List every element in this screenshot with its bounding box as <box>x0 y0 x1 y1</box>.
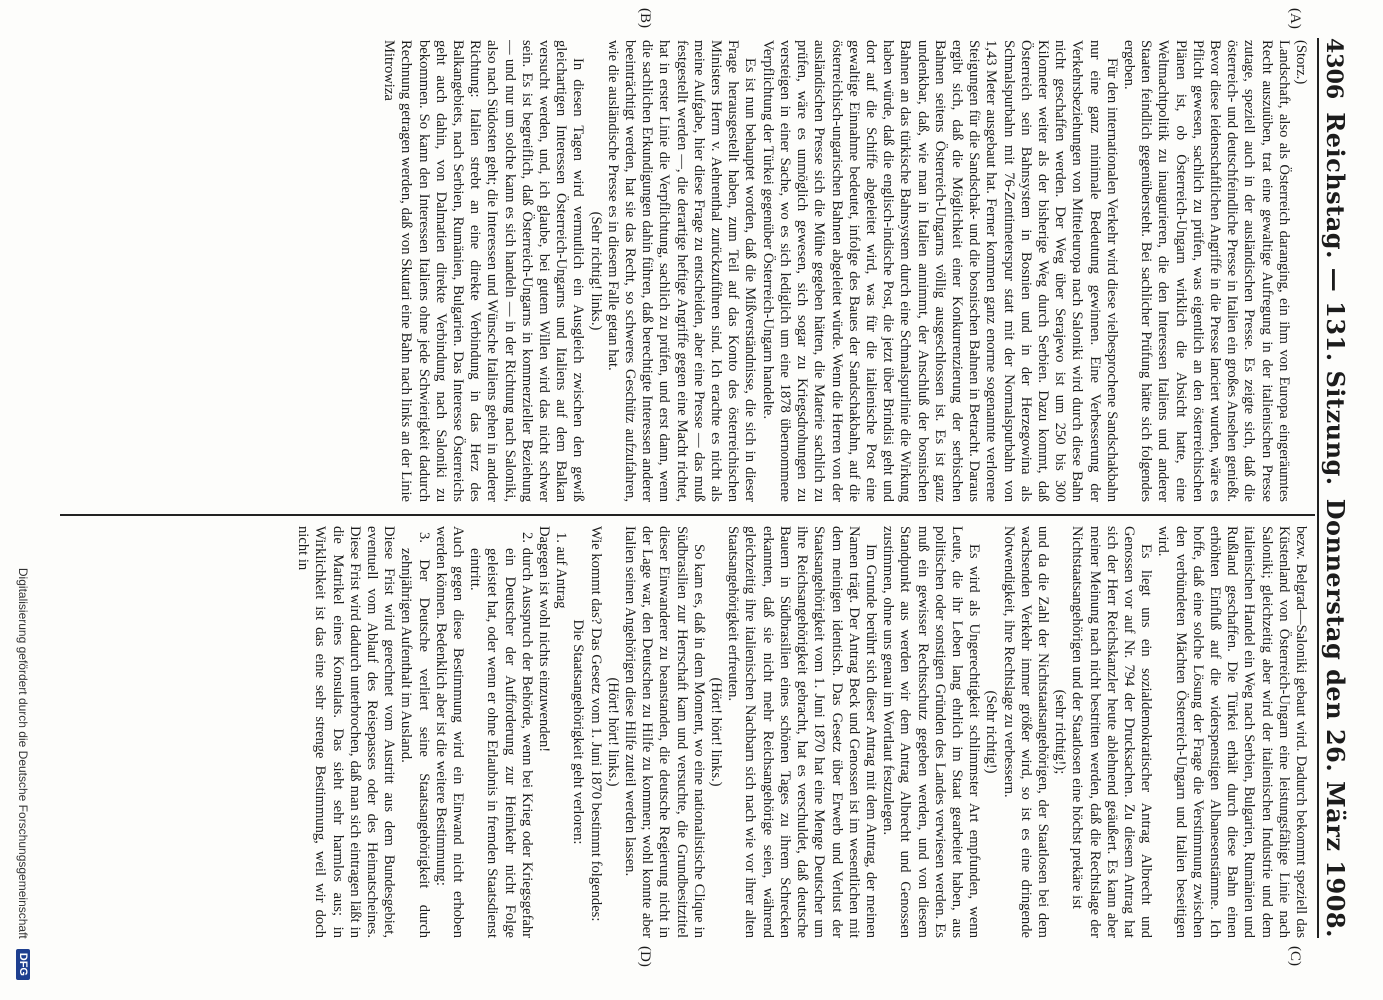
paragraph: Im Grunde berührt sich dieser Antrag mit dem Antrag, der meinen Namen trägt. Der Antrag Beck und Genossen ist im wesentlichen mit dem meinigen identisch. Das Gesetz über Erwerb und Verlust der Staatsangehörigkeit vom 1. Juni 1870 hat eine Menge Deutscher um ihre Reichsangehörigkeit gebracht, hat es verschuldet, daß deutsche Bauern in Südbrasilien eines schönen Tages zu ihrem Schrecken erkannten, daß sie nicht mehr Reichsangehörige seien, während gleichzeitig ihre italienischen Nachbarn sich nach wie vor ihrer alten Staatsangehörigkeit erfreuten. <box>725 526 879 938</box>
margin-marker-a: (A) <box>1287 8 1303 29</box>
speaker-tag: (Storz.) <box>1293 40 1309 85</box>
page-header <box>1321 38 1361 938</box>
paragraph: Es liegt uns ein sozialdemokratischer Antrag Albrecht und Genossen vor auf Nr. 794 der Drucksachen. Zu diesem Antrag hat sich der Herr Reichskanzler heute ablehnend geäußert. Es kann aber meiner Meinung nach nicht bestritten werden, daß die Rechtslage der Nichtstaatsangehörigen und der Staatlosen eine höchst prekäre ist <box>1069 526 1155 938</box>
quote-item: 2. durch Ausspruch der Behörde, wenn bei Krieg oder Kriegsgefahr ein Deutscher der Aufforderung zur Heimkehr nicht Folge geleistet hat, oder wenn er ohne Erlaubnis in fremden Staatsdienst eintritt. <box>467 532 535 938</box>
interjection: (Hört! hört! links.) <box>708 677 725 787</box>
paragraph: Für den internationalen Verkehr wird diese vielbesprochene Sandschakbahn nur eine ganz minimale Bedeutung gewinnen. Eine Verbesserung der Verkehrsbeziehungen von Mitteleuropa nach Saloniki wird durch diese Bahn nicht geschaffen werden. Der Weg über Serajewo ist um 250 bis 300 Kilometer weiter als der bisherige Weg durch Serbien. Dazu kommt, daß Österreich sein Bahnsystem in Bosnien und in der Herzegowina als Schmalspurbahn mit 76-Zentimeterspur statt mit der Normalspurbahn von 1,43 Meter ausgebaut hat. Ferner kommen ganz enorme sogenannte verlorene Steigungen für die Sandschak- und die bosnischen Bahnen in Betracht. Daraus ergibt sich, daß die Möglichkeit einer Konkurrenzierung der serbischen Bahnen seitens Österreich-Ungarns völlig ausgeschlossen ist. Es ist ganz undenkbar, daß, wie man in Italien annimmt, der Anschluß der bosnischen Bahnen an das türkische Bahnsystem durch eine Schmalspurlinie die Wirkung haben würde, daß die englisch-indische Post, die jetzt über Brindisi geht und dort auf die Schiffe abgeleitet wird, was für die italienische Post eine gewaltige Einnahme bedeutet, infolge des Baues der Sandschakbahn, auf die österreichisch-ungarischen Bahnen abgeleitet würde. Wenn die Herren von der ausländischen Presse sich die Mühe gegeben hätten, die Materie sachlich zu prüfen, wäre es unmöglich gewesen, sich sogar zu Kriegsdrohungen zu versteigen in einer Sache, wo es sich lediglich um eine 1878 übernommene Verpflichtung der Türkei gegenüber Österreich-Ungarn handelte. <box>759 40 1120 502</box>
quote-item: 3. Der Deutsche verliert seine Staatsangehörigkeit durch zehnjährigen Aufenthalt im Ausland. <box>398 532 432 938</box>
margin-marker-c: (C) <box>1287 946 1303 966</box>
quote-item: 1. auf Antrag <box>553 532 570 609</box>
paragraph: Es ist nun behauptet worden, daß die Mißverständnisse, die sich in dieser Frage herausgestellt haben, zum Teil auf das Konto des österreichischen Ministers Herrn v. Aehrenthal zurückzuführen sind. Ich erachte es nicht als meine Aufgabe, hier diese Frage zu entscheiden, aber eine Presse — das muß festgestellt werden —, die derartige heftige Angriffe gegen eine Macht richtet, hat in erster Linie die Verpflichtung, sachlich zu prüfen, und erst dann, wenn die sachlichen Erkundigungen dahin führen, daß berechtigte Interessen anderer beeinträchtigt werden, hat sie das Recht, so schweres Geschütz aufzufahren, wie die ausländische Presse es in diesem Falle getan hat. <box>604 40 759 502</box>
digitization-footer <box>16 40 30 980</box>
paragraph: Diese Frist wird gerechnet vom Austritt aus dem Bundesgebiet, eventuell vom Ablauf des Reisepasses oder des Heimatscheines. Diese Frist wird dadurch unterbrochen, daß man sich eintragen läßt in die Matrikel eines Konsulats. Das sieht sehr harmlos aus; in Wirklichkeit ist das eine sehr strenge Bestimmung, weil wir doch nicht in <box>295 526 398 938</box>
page-number: 4306 <box>1321 38 1347 100</box>
header-rule <box>1317 38 1319 938</box>
paragraph: Auch gegen diese Bestimmung wird ein Einwand nicht erhoben werden können. Bedenklich aber ist die weitere Bestimmung: <box>432 526 467 938</box>
interjection: (Sehr richtig! links.) <box>587 211 604 331</box>
margin-marker-d: (D) <box>637 946 653 967</box>
paragraph: Dagegen ist wohl nichts einzuwenden! <box>536 526 553 753</box>
paragraph: Es wird als Ungerechtigkeit schlimmster Art empfunden, wenn Leute, die ihr Leben lang ehrlich im Staat gearbeitet haben, aus politischen oder sonstigen Gründen des Landes verwiesen werden. Es muß ein gewisser Rechtsschutz gegeben werden, und von diesem Standpunkt aus werden wir dem Antrag Albrecht und Genossen zustimmen, ohne uns genau im Wortlaut festzulegen. <box>880 526 983 938</box>
margin-marker-b: (B) <box>637 8 653 28</box>
paragraph: bezw. Belgrad—Saloniki gebaut wird. Dadurch bekommt speziell das Küstenland von Österreich-Ungarn eine leistungsfähige Linie nach Saloniki; gleichzeitig aber wird der italienischen Industrie und dem italienischen Handel ein Weg nach Serbien, Bulgarien, Rumänien und Rußland geschaffen. Die Türkei erhält durch diese Bahn einen erhöhten Einfluß auf die widerspenstigen Albanesenstämme. Ich hoffe, daß eine solche Lösung der Frage die Verstimmung zwischen den verbündeten Mächten Österreich-Ungarn und Italien beseitigen wird. <box>1155 526 1309 938</box>
session-title: Reichstag. — 131. Sitzung. <box>1321 112 1350 486</box>
column-divider <box>60 514 1315 516</box>
digitization-note: Digitalisierung gefördert durch die Deutsche Forschungsgemeinschaft <box>16 567 30 939</box>
dfg-logo: DFG <box>16 949 30 980</box>
paragraph: Landschaft, also als Österreich daranging, ein ihm von Europa eingeräumtes Recht auszuüben, trat eine gewaltige Aufregung in der italienischen Presse zutage, speziell auch in der ausländischen Presse. Es zeigte sich, daß die österreich- und deutschfeindliche Presse in Italien ein großes Ansehen genießt. Bevor diese leidenschaftlichen Angriffe in die Presse lanciert wurden, wäre es Pflicht gewesen, sachlich zu prüfen, was eigentlich an den österreichischen Plänen ist, ob Österreich-Ungarn wirklich die Absicht hatte, eine Weltmachtpolitik zu inaugurieren, die den Interessen Italiens und anderer Staaten feindlich gegenübersteht. Bei sachlicher Prüfung hätte sich folgendes ergeben. <box>1120 40 1292 502</box>
paragraph: Wie kommt das? Das Gesetz vom 1. Juni 1870 bestimmt folgendes: <box>587 526 604 922</box>
quote-line: Die Staatsangehörigkeit geht verloren: <box>570 619 587 845</box>
paragraph: So kam es, daß in dem Moment, wo eine nationalistische Clique in Südbrasilien zur Herrschaft kam und versuchte, die Grundbesitztitel dieser Einwanderer zu beanstanden, die deutsche Regierung nicht in der Lage war, den Deutschen zu Hilfe zu kommen; wohl konnte aber Italien seinen Angehörigen diese Hilfe zuteil werden lassen. <box>622 526 707 938</box>
interjection: (sehr richtig!); <box>1052 689 1069 775</box>
paragraph: In diesen Tagen wird vermutlich ein Ausgleich zwischen den gewiß gleichartigen Interessen Österreich-Ungarns und Italiens auf dem Balkan versucht werden, und, ich glaube, bei gutem Willen wird das nicht schwer sein. Es ist begreiflich, daß Österreich-Ungarns in kommerzieller Beziehung — und nur um solche kann es sich handeln — in der Richtung nach Saloniki, also nach Südosten geht; die Interessen und Wünsche Italiens gehen in anderer Richtung: Italien strebt an eine direkte Verbindung in das Herz des Balkangebiets, nach Serbien, Rumänien, Bulgarien. Das Interesse Österreichs geht auch dahin, von Dalmatien direkte Verbindung nach Saloniki zu bekommen. So kann den Interessen Italiens ohne jede Schwierigkeit dadurch Rechnung getragen werden, daß von Skutari eine Bahn nach links an der Linie Mitrowiza <box>381 40 587 502</box>
right-column <box>60 526 1309 938</box>
interjection: (Hört! hört! links.) <box>604 677 621 787</box>
interjection: (Sehr richtig!) <box>983 690 1000 774</box>
session-date: Donnerstag den 26. März 1908. <box>1321 498 1350 938</box>
left-column <box>60 40 1309 502</box>
paragraph: und da die Zahl der Nichtstaatsangehörigen, der Staatlosen bei dem wachsenden Verkehr immer größer wird, so ist es eine dringende Notwendigkeit, ihre Rechtslage zu verbessern. <box>1000 526 1051 938</box>
